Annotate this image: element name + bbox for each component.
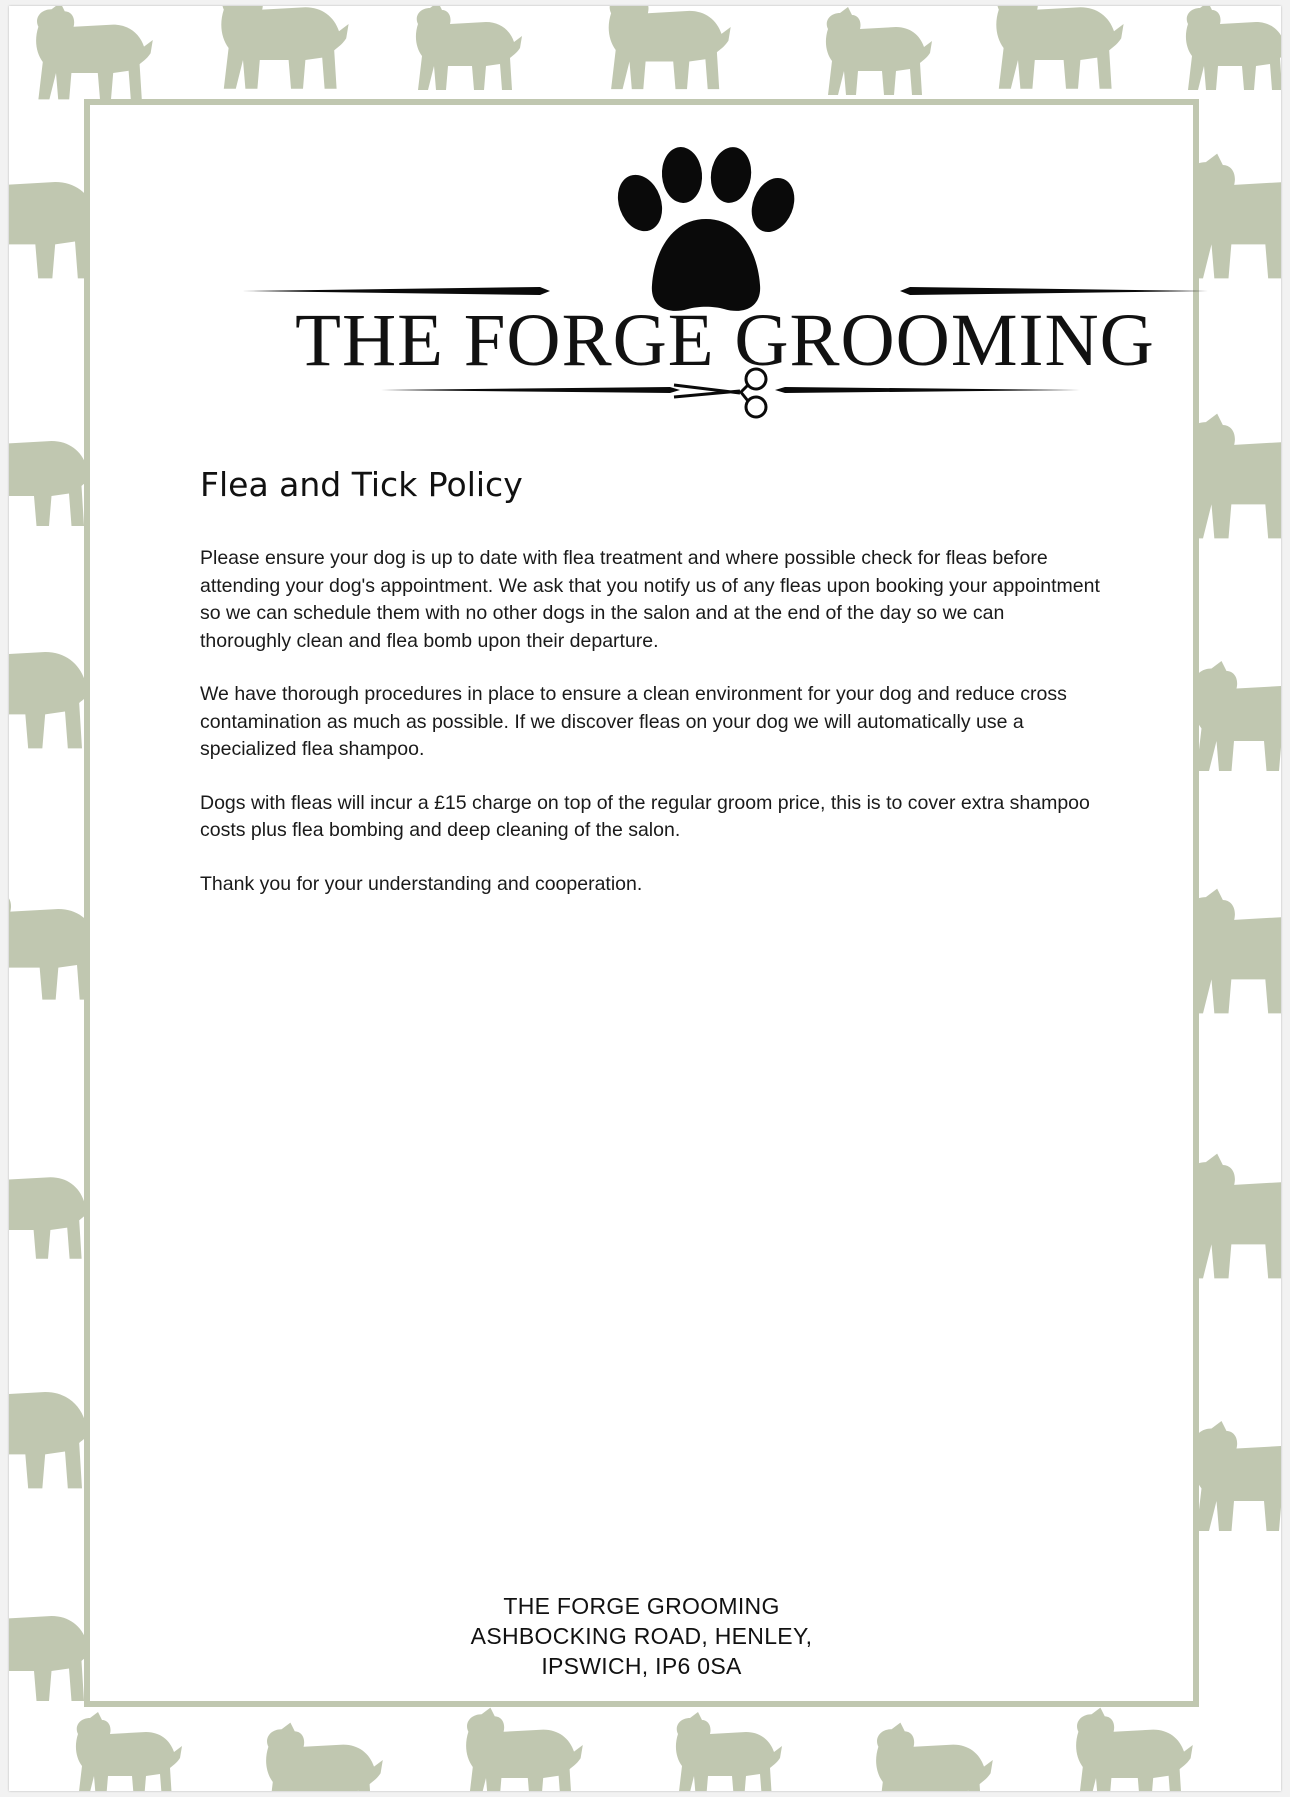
logo-wordmark: THE FORGE GROOMING <box>295 299 1155 382</box>
policy-paragraph: We have thorough procedures in place to ensure a clean environment for your dog and reduce cross contamination as much as possible. If we discover fleas on your dog we will automatically use a specialized flea shampoo. <box>200 683 1067 760</box>
policy-paragraph: Thank you for your understanding and cooperation. <box>200 872 643 895</box>
footer-address <box>90 1591 1193 1681</box>
logo <box>240 135 1210 435</box>
policy-paragraph: Please ensure your dog is up to date with flea treatment and where possible check for fleas before attending your dog's appointment. We ask that you notify us of any fleas upon booking your appointment so we can schedule them with no other dogs in the salon and at the end of the day so we can thoroughly clean and flea bomb upon their departure. <box>200 547 1100 652</box>
footer-business-name: THE FORGE GROOMING <box>503 1593 780 1619</box>
letterhead-page <box>9 6 1281 1791</box>
content-frame <box>84 99 1199 1707</box>
policy-body <box>200 545 1100 924</box>
footer-address-line: ASHBOCKING ROAD, HENLEY, <box>470 1623 813 1649</box>
policy-title: Flea and Tick Policy <box>200 465 523 504</box>
footer-address-line: IPSWICH, IP6 0SA <box>541 1653 742 1679</box>
policy-paragraph: Dogs with fleas will incur a £15 charge on top of the regular groom price, this is to cover extra shampoo costs plus flea bombing and deep cleaning of the salon. <box>200 791 1090 841</box>
